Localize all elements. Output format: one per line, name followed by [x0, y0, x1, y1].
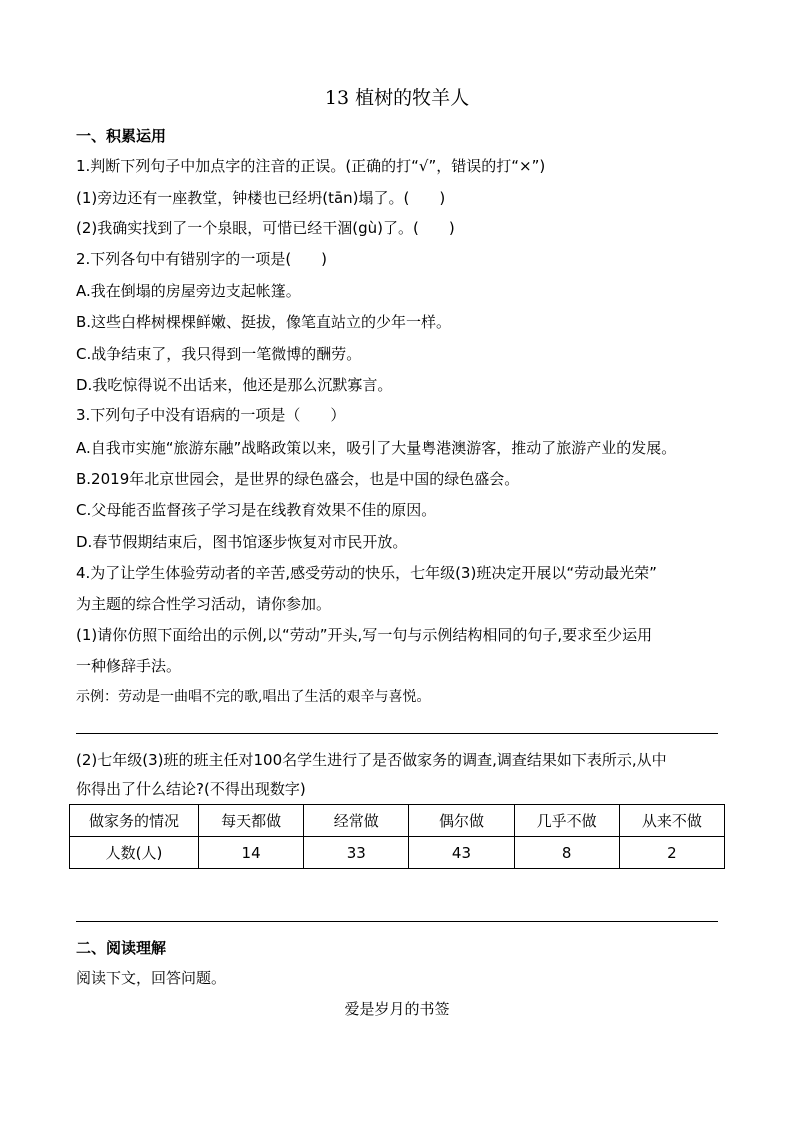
answer-line-1[interactable] [76, 733, 718, 734]
table-cell: 人数(人) [70, 837, 199, 869]
question-4-sub-2-line-1: (2)七年级(3)班的班主任对100名学生进行了是否做家务的调查,调查结果如下表所示,从中 [76, 751, 667, 769]
table-cell: 14 [199, 837, 304, 869]
table-header-cell: 几乎不做 [514, 805, 619, 837]
table-cell: 2 [619, 837, 724, 869]
question-2-option-d: D.我吃惊得说不出话来，他还是那么沉默寡言。 [76, 376, 393, 394]
question-3-stem: 3.下列句子中没有语病的一项是（ ） [76, 406, 346, 424]
question-3-option-a: A.自我市实施“旅游东融”战略政策以来，吸引了大量粤港澳游客，推动了旅游产业的发展。 [76, 439, 677, 457]
question-4-sub-1-line-2: 一种修辞手法。 [76, 657, 182, 675]
question-4-sub-2-line-2: 你得出了什么结论?(不得出现数字) [76, 780, 306, 798]
question-4-stem-line-1: 4.为了让学生体验劳动者的辛苦,感受劳动的快乐，七年级(3)班决定开展以“劳动最光荣” [76, 564, 657, 582]
table-cell: 43 [409, 837, 514, 869]
section-heading-reading: 二、阅读理解 [76, 939, 167, 957]
question-1-item-2: (2)我确实找到了一个泉眼，可惜已经干涸(gù)了。( ) [76, 219, 455, 237]
question-3-option-b: B.2019年北京世园会，是世界的绿色盛会，也是中国的绿色盛会。 [76, 470, 520, 488]
section-heading-accumulation: 一、积累运用 [76, 127, 167, 145]
table-header-cell: 做家务的情况 [70, 805, 199, 837]
question-4-stem-line-2: 为主题的综合性学习活动，请你参加。 [76, 595, 332, 613]
table-row [70, 837, 725, 869]
reading-intro: 阅读下文，回答问题。 [76, 969, 227, 987]
question-4-example: 示例：劳动是一曲唱不完的歌,唱出了生活的艰辛与喜悦。 [76, 689, 431, 705]
table-header-cell: 经常做 [304, 805, 409, 837]
housework-survey-table [69, 804, 725, 869]
question-3-option-d: D.春节假期结束后，图书馆逐步恢复对市民开放。 [76, 533, 408, 551]
question-2-stem: 2.下列各句中有错别字的一项是( ) [76, 250, 328, 268]
answer-line-2[interactable] [76, 921, 718, 922]
table-cell: 33 [304, 837, 409, 869]
table-header-cell: 每天都做 [199, 805, 304, 837]
question-1-item-1: (1)旁边还有一座教堂，钟楼也已经坍(tān)塌了。( ) [76, 189, 446, 207]
table-header-row [70, 805, 725, 837]
table-header-cell: 偶尔做 [409, 805, 514, 837]
article-title: 爱是岁月的书签 [344, 1000, 450, 1018]
lesson-title: 13 植树的牧羊人 [324, 87, 470, 109]
table-header-cell: 从来不做 [619, 805, 724, 837]
question-3-option-c: C.父母能否监督孩子学习是在线教育效果不佳的原因。 [76, 501, 437, 519]
question-4-sub-1-line-1: (1)请你仿照下面给出的示例,以“劳动”开头,写一句与示例结构相同的句子,要求至少运用 [76, 626, 653, 644]
question-2-option-a: A.我在倒塌的房屋旁边支起帐篷。 [76, 282, 301, 300]
question-2-option-c: C.战争结束了，我只得到一笔微博的酬劳。 [76, 345, 362, 363]
question-2-option-b: B.这些白桦树棵棵鲜嫩、挺拔，像笔直站立的少年一样。 [76, 313, 452, 331]
table-cell: 8 [514, 837, 619, 869]
question-1-stem: 1.判断下列句子中加点字的注音的正误。(正确的打“√”，错误的打“×”) [76, 157, 546, 175]
